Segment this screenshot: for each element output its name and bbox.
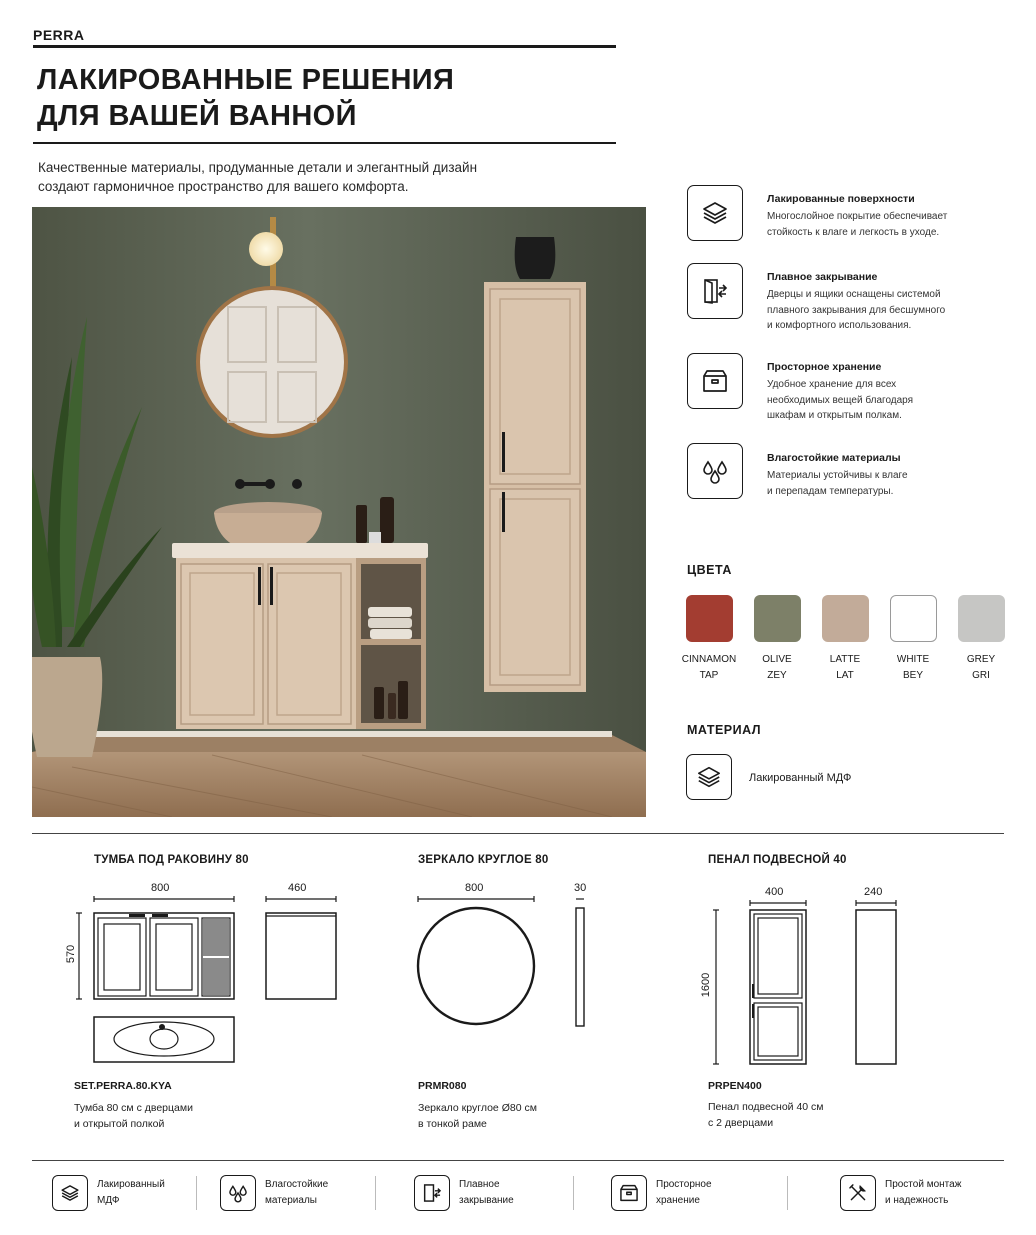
tall-cabinet-description [708,1099,824,1131]
bottom-feature-installation-line-1: Простой монтаж [885,1179,962,1190]
color-label-cinnamon [674,652,744,684]
title-rule [33,142,616,144]
feature-2-desc [767,287,1007,334]
bottom-feature-moisture-line-1: Влагостойкие [265,1179,329,1190]
header-rule [33,45,616,48]
bottom-separator [573,1176,574,1210]
color-swatch-latte [822,595,869,642]
feature-3-title: Просторное хранение [767,361,882,373]
bathroom-illustration [32,207,646,817]
mirror-desc-line-2: в тонкой раме [418,1118,487,1130]
bottom-feature-soft-close [414,1170,554,1216]
feature-4-desc-line-1: Материалы устойчивы к влаге [767,470,908,481]
feature-2 [767,271,1007,334]
product-title-mirror: ЗЕРКАЛО КРУГЛОЕ 80 [418,854,549,866]
feature-2-desc-line-3: и комфортного использования. [767,320,912,331]
color-code-latte: LAT [836,670,854,681]
feature-3-desc-line-1: Удобное хранение для всех [767,379,897,390]
color-code-olive: ZEY [767,670,787,681]
bottom-feature-soft-close-line-2: закрывание [459,1195,514,1206]
vanity-desc-line-2: и открытой полкой [74,1118,165,1130]
bottom-feature-lacquer-text [97,1177,192,1209]
feature-2-title: Плавное закрывание [767,271,878,283]
plant-pot [32,657,102,757]
bottom-separator [787,1176,788,1210]
tall-cabinet-height-label: 1600 [700,972,713,998]
mirror-width-label: 800 [465,882,484,894]
bottom-feature-storage-line-2: хранение [656,1195,700,1206]
layers-icon [686,754,732,800]
color-label-olive [742,652,812,684]
mirror-drawing [414,896,594,1032]
product-title-tall-cabinet: ПЕНАЛ ПОДВЕСНОЙ 40 [708,854,847,866]
color-name-grey: GREY [966,654,996,665]
bottom-feature-moisture-text [265,1177,360,1209]
page-title-line-1: ЛАКИРОВАННЫЕ РЕШЕНИЯ [37,64,455,96]
mirror-sku: PRMR080 [418,1080,467,1092]
intro-line-2: создают гармоничное пространство для вашего комфорта. [38,179,409,194]
floor [32,752,646,817]
bottom-feature-moisture-line-2: материалы [265,1195,317,1206]
color-swatch-grey [958,595,1005,642]
layers-icon [687,185,743,241]
feature-1-desc [767,209,1007,240]
floor-edge [32,735,646,752]
feature-3-desc-line-2: необходимых вещей благодаря [767,394,914,406]
vase [515,237,556,279]
section-divider [32,833,1004,834]
bottom-feature-moisture [220,1170,360,1216]
vanity-width-label: 800 [151,882,170,894]
bottom-feature-installation-text [885,1177,995,1209]
feature-3-desc-line-3: шкафам и открытым полкам. [767,410,902,421]
countertop [172,543,428,558]
bottom-feature-lacquer-line-2: МДФ [97,1195,120,1206]
feature-3-desc [767,377,1007,424]
bottom-feature-soft-close-text [459,1177,554,1209]
feature-1-desc-line-2: стойкость к влаге и легкость в уходе. [767,226,940,238]
intro-text [38,158,598,196]
color-label-latte [810,652,880,684]
bottom-feature-installation [840,1170,995,1216]
feature-4-title: Влагостойкие материалы [767,452,901,464]
mirror-depth-label: 30 [574,882,587,894]
color-swatch-white [890,595,937,642]
intro-line-1: Качественные материалы, продуманные детали и элегантный дизайн [38,160,478,175]
bathroom-photo [32,207,646,817]
color-name-cinnamon: CINNAMON [681,654,737,665]
tall-cabinet-desc-line-2: с 2 дверцами [708,1117,774,1129]
page-title [37,62,597,134]
soft-close-icon [414,1175,450,1211]
bottom-feature-storage [611,1170,751,1216]
feature-1-desc-line-1: Многослойное покрытие обеспечивает [767,211,948,222]
vanity-depth-label: 460 [288,882,307,894]
color-name-white: WHITE [896,654,930,665]
tall-cabinet-sku: PRPEN400 [708,1080,762,1092]
page-title-line-2: ДЛЯ ВАШЕЙ ВАННОЙ [37,100,357,132]
color-swatch-olive [754,595,801,642]
vanity-description [74,1100,193,1132]
colors-heading: ЦВЕТА [687,563,732,577]
soft-close-icon [687,263,743,319]
vanity-drawing [74,896,364,1066]
brand-name: PERRA [33,27,85,43]
feature-2-desc-line-1: Дверцы и ящики оснащены системой [767,289,941,300]
feature-4-desc [767,468,1007,499]
feature-4 [767,452,1007,499]
water-drops-icon [687,443,743,499]
water-drops-icon [220,1175,256,1211]
product-title-vanity: ТУМБА ПОД РАКОВИНУ 80 [94,854,249,866]
bottom-feature-installation-line-2: и надежность [885,1195,949,1206]
bottom-feature-storage-text [656,1177,751,1209]
wall-lamp [249,232,283,266]
tools-icon [840,1175,876,1211]
tall-cabinet-desc-line-1: Пенал подвесной 40 см [708,1101,824,1113]
color-label-white [878,652,948,684]
baseboard [90,731,612,737]
color-code-cinnamon: TAP [699,670,719,681]
layers-icon [52,1175,88,1211]
bottom-feature-storage-line-1: Просторное [656,1179,712,1190]
mirror-description [418,1100,537,1132]
color-code-white: BEY [902,670,923,681]
feature-1-title: Лакированные поверхности [767,193,915,205]
feature-4-desc-line-2: и перепадам температуры. [767,485,894,497]
storage-box-icon [687,353,743,409]
tall-cabinet-drawing [708,900,908,1068]
bottom-feature-lacquer [52,1170,192,1216]
bottom-feature-soft-close-line-1: Плавное [459,1179,500,1190]
tall-cabinet-width-label: 400 [765,886,784,898]
storage-box-icon [611,1175,647,1211]
color-code-grey: GRI [972,670,990,681]
feature-2-desc-line-2: плавного закрывания для бесшумного [767,304,946,316]
vanity-desc-line-1: Тумба 80 см с дверцами [74,1102,193,1114]
vanity-height-label: 570 [65,944,78,964]
feature-1 [767,193,1007,240]
feature-3 [767,361,1007,424]
material-heading: МАТЕРИАЛ [687,723,762,737]
color-name-latte: LATTE [829,654,861,665]
bottom-separator [375,1176,376,1210]
bottom-feature-lacquer-line-1: Лакированный [97,1179,165,1190]
color-swatch-cinnamon [686,595,733,642]
tall-cabinet-depth-label: 240 [864,886,883,898]
mirror-glass [200,290,344,434]
material-label: Лакированный МДФ [749,772,852,784]
bottom-separator [196,1176,197,1210]
color-label-grey [946,652,1016,684]
faucet [240,482,266,486]
vanity-sku: SET.PERRA.80.KYA [74,1080,172,1092]
mirror-desc-line-1: Зеркало круглое Ø80 см [418,1102,537,1114]
footer-divider [32,1160,1004,1161]
color-name-olive: OLIVE [762,654,792,665]
